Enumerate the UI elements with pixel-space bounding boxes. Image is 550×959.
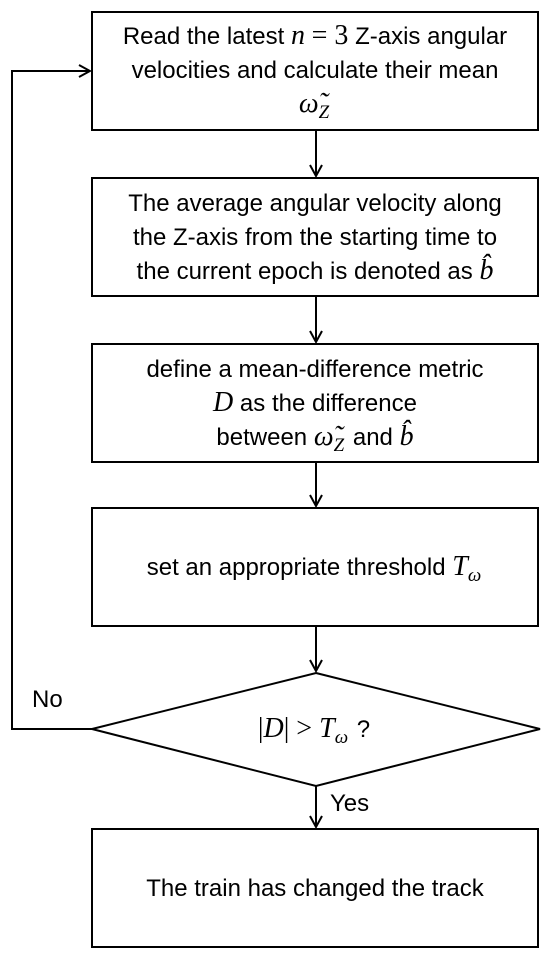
step-text-define-metric-line: D as the difference xyxy=(213,387,417,418)
branch-label-yes: Yes xyxy=(330,790,370,817)
step-text-average-velocity-line: The average angular velocity along xyxy=(128,190,502,217)
decision-text-line: $|D| > T_\omega$ ? xyxy=(257,713,371,748)
branch-label-no: No xyxy=(32,686,63,713)
arrow-decision-no-loop-back xyxy=(12,71,92,729)
decision-text xyxy=(258,713,370,748)
step-text-average-velocity-line: the Z-axis from the starting time to xyxy=(132,224,498,251)
step-text-define-metric-line: define a mean-difference metric xyxy=(146,356,484,383)
step-text-set-threshold-line: set an appropriate threshold $T_\omega$ xyxy=(146,551,482,586)
step-text-define-metric-line: between $\omegã_Z$ and b̂ xyxy=(216,421,414,456)
step-text-read-velocities-line: $\omegã_Z$ xyxy=(298,88,330,123)
step-text-average-velocity-line: the current epoch is denoted as b̂ xyxy=(136,255,494,286)
end-text xyxy=(146,875,485,902)
step-text-read-velocities-line: velocities and calculate their mean xyxy=(131,57,499,84)
step-text-average-velocity xyxy=(128,190,502,286)
end-text-line: The train has changed the track xyxy=(146,875,484,902)
step-text-set-threshold xyxy=(147,551,484,586)
step-text-read-velocities-line: Read the latest n = 3 Z-axis angular xyxy=(122,20,508,51)
